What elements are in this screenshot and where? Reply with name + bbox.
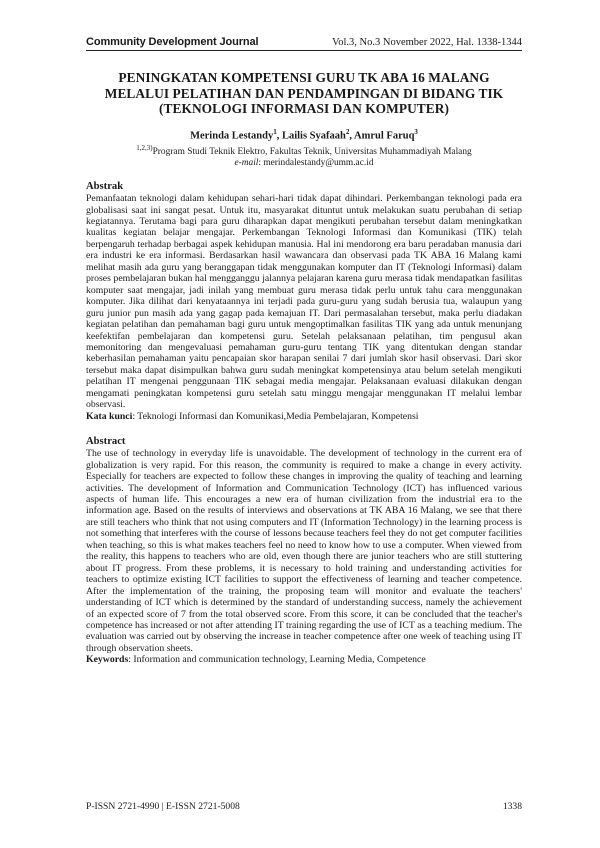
keywords-label: Keywords bbox=[86, 654, 129, 666]
affiliation bbox=[86, 143, 522, 158]
author-name: Lailis Syafaah bbox=[281, 130, 346, 141]
title-line: (TEKNOLOGI INFORMASI DAN KOMPUTER) bbox=[159, 101, 449, 116]
page-footer bbox=[86, 801, 522, 812]
running-header bbox=[86, 36, 522, 51]
journal-volume: Vol.3, No.3 November 2022, Hal. 1338-1344 bbox=[332, 37, 522, 48]
page-number: 1338 bbox=[502, 801, 522, 812]
keywords-text: : Information and communication technology, Learning Media, Competence bbox=[128, 654, 426, 666]
keywords bbox=[86, 654, 522, 665]
journal-name: Community Development Journal bbox=[86, 36, 259, 48]
title-line: MELALUI PELATIHAN DAN PENDAMPINGAN DI BIDANG TIK bbox=[104, 85, 504, 101]
abstract-body: The use of technology in everyday life is unavoidable. The development of technology in the current era of globalization is very rapid. For this reason, the community is required to make a change in every activity. Especially for teachers are expected to follow these changes in improving the quality of teaching and learning activities. The development of Information and Communication Technology (ICT) has influenced various aspects of human life. This encourages a new era of human civilization from the industrial era to the information age. Based on the results of interviews and observations at TK ABA 16 Malang, we see that there are still teachers who think that not using computers and IT (Information Technology) in the learning process is not something that interferes with the course of lessons because teachers feel they do not get computer facilities when teaching, so this is what makes teachers feel no need to know how to use a computer. When viewed from the reality, this happens to teachers who are old, even though there are junior teachers who are still stuttering about IT progress. From these problems, it is necessary to hold training and understanding activities for teachers to optimize existing ICT facilities to support the effectiveness of learning and teacher competence. After the implementation of the training, the proposing team will monitor and evaluate the teachers' understanding of ICT which is determined by the standard of understanding success, namely the achievement of an expected score of 7 from the total observed score. From this score, it can be concluded that the teacher's competence has increased or not after attending IT training regarding the use of ICT as a teaching medium. The evaluation was carried out by observing the increase in teacher competence after one week of teaching using IT through observation sheets. bbox=[86, 448, 522, 654]
email-label: e-mail bbox=[234, 158, 259, 169]
author-sup: 3 bbox=[414, 127, 418, 136]
title-line: PENINGKATAN KOMPETENSI GURU TK ABA 16 MALANG bbox=[118, 70, 490, 85]
author-sup: 1 bbox=[273, 127, 277, 136]
article-title bbox=[86, 70, 522, 117]
affiliation-sup: 1,2,3) bbox=[136, 144, 153, 152]
author-list: Merinda Lestandy$^1$, Lailis Syafaah$^2$, Amrul Faruq$^3$ bbox=[190, 127, 418, 141]
abstrak-heading: Abstrak bbox=[86, 181, 124, 193]
author-name: Amrul Faruq bbox=[354, 130, 415, 141]
abstract-heading: Abstract bbox=[86, 436, 126, 448]
kata-kunci-label: Kata kunci bbox=[86, 410, 133, 422]
kata-kunci-text: : Teknologi Informasi dan Komunikasi,Media Pembelajaran, Kompetensi bbox=[132, 410, 419, 422]
kata-kunci bbox=[86, 411, 522, 422]
issn-text: P-ISSN 2721-4990 | E-ISSN 2721-5008 bbox=[86, 801, 240, 812]
email-value: : merindalestandy@umm.ac.id bbox=[258, 158, 374, 169]
author-name: Merinda Lestandy bbox=[190, 130, 274, 141]
author-sup: 2 bbox=[345, 127, 350, 136]
author-email bbox=[86, 158, 522, 169]
abstrak-body: Pemanfaatan teknologi dalam kehidupan sehari-hari tidak dapat dihindari. Perkembangan teknologi pada era globalisasi saat ini sangat pesat. Untuk itu, masyarakat dituntut untuk melakukan suatu perubahan di setiap kegiatannya. Terutama bagi para guru diharapkan dapat mengikuti perubahan tersebut dalam meningkatkan kualitas kegiatan belajar mengajar. Perkembangan Teknologi Informasi dan Komunikasi (TIK) telah berpengaruh terhadap berbagai aspek kehidupan manusia. Hal ini mendorong era baru peradaban manusia dari era industri ke era informasi. Berdasarkan hasil wawancara dan observasi pada TK ABA 16 Malang kami melihat masih ada guru yang beranggapan tidak menggunakan komputer dan IT (Teknologi Informasi) dalam proses pembelajaran bukan hal mengganggu jalannya pelajaran karena guru merasa tidak mendapatkan fasilitas komputer saat mengajar, jadi inilah yang membuat guru merasa tidak perlu untuk tahu cara menggunakan komputer. Jika dilihat dari kenyataannya ini terjadi pada guru-guru yang sudah berusia tua, walaupun yang guru junior pun masih ada yang gagap pada kemajuan IT. Dari permasalahan tersebut, maka perlu diadakan kegiatan pelatihan dan pemahaman bagi guru untuk mengoptimalkan fasilitas TIK yang ada untuk menunjang keefektifan pembelajaran dan kompetensi guru. Setelah pelaksanaan pelatihan, tim pengusul akan memonitoring dan mengevaluasi pemahaman guru-guru tentang TIK yang ditentukan dengan standar keberhasilan pemahaman yaitu pencapaian skor harapan senilai 7 dari jumlah skor hasil observasi. Dari skor tersebut maka dapat disimpulkan bahwa guru sudah meningkat kompetensinya atau belum setelah mengikuti pelatihan IT mengenai penggunaan TIK sebagai media mengajar. Pelaksanaan evaluasi dilakukan dengan mengamati peningkatan kompetensi guru setelah satu minggu mengajar menggunakan IT melalui lembar observasi. bbox=[86, 193, 522, 411]
article-content bbox=[86, 70, 522, 666]
affiliation-text: Program Studi Teknik Elektro, Fakultas Teknik, Universitas Muhammadiyah Malang bbox=[152, 147, 472, 158]
